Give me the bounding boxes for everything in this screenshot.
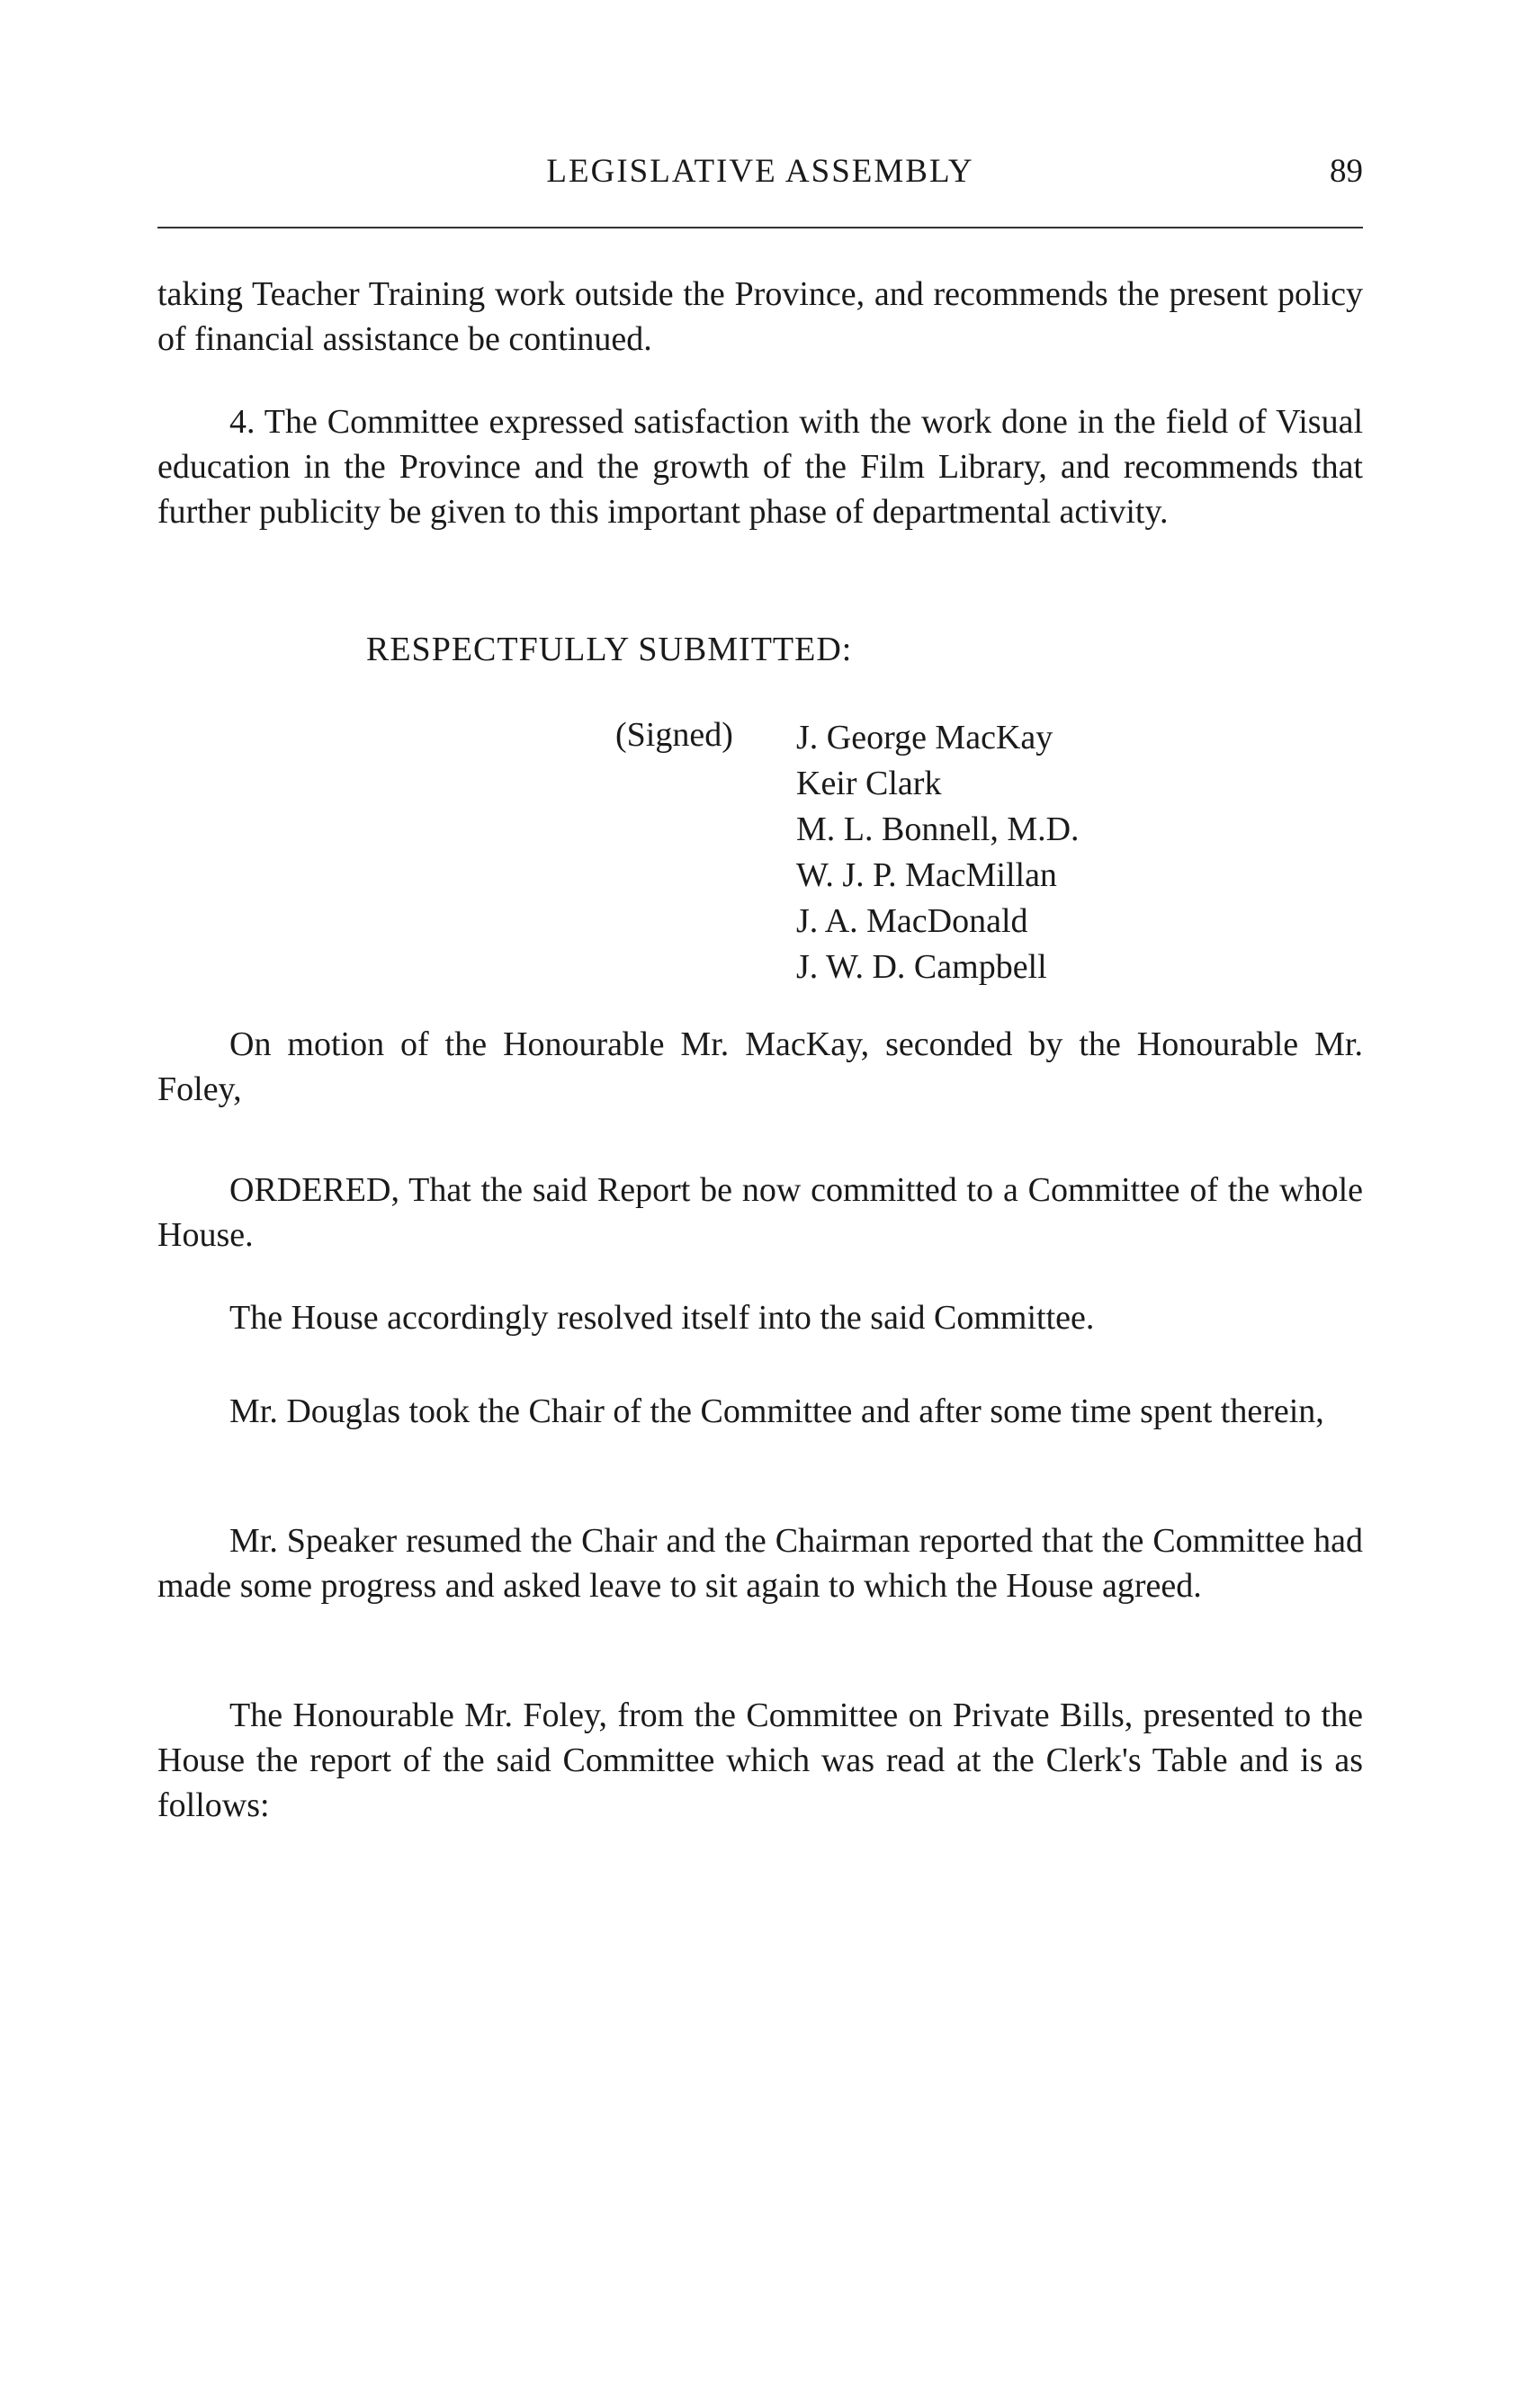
paragraph-motion	[157, 1022, 1363, 1112]
running-title: LEGISLATIVE ASSEMBLY	[546, 153, 974, 190]
signatory: J. A. MacDonald	[796, 902, 1028, 940]
paragraph-speaker-resumed-text: Mr. Speaker resumed the Chair and the Chairman reported that the Committee had made some progress and asked leave to sit again to which the House agreed.	[157, 1522, 1363, 1605]
paragraph-private-bills-report-text: The Honourable Mr. Foley, from the Committee on Private Bills, presented to the House the report of the said Committee which was read at the Clerk's Table and is as follows:	[157, 1696, 1363, 1824]
signatory: Keir Clark	[796, 765, 942, 802]
signatory: W. J. P. MacMillan	[796, 856, 1057, 894]
page-number: 89	[1330, 153, 1363, 190]
paragraph-douglas-chair	[157, 1389, 1363, 1434]
page-header	[157, 148, 1363, 202]
header-rule	[157, 227, 1363, 228]
paragraph-visual-education	[157, 399, 1363, 534]
paragraph-motion-text: On motion of the Honourable Mr. MacKay, seconded by the Honourable Mr. Foley,	[157, 1025, 1363, 1108]
paragraph-teacher-training: taking Teacher Training work outside the Province, and recommends the present policy of financial assistance be continued.	[157, 275, 1363, 358]
signatory: J. W. D. Campbell	[796, 948, 1047, 986]
paragraph-ordered	[157, 1168, 1363, 1258]
respectfully-submitted-heading: RESPECTFULLY SUBMITTED:	[366, 631, 853, 668]
signatory: M. L. Bonnell, M.D.	[796, 810, 1080, 848]
paragraph-house-resolved	[157, 1295, 1363, 1340]
signatory: J. George MacKay	[796, 719, 1053, 756]
paragraph-house-resolved-text: The House accordingly resolved itself into the said Committee.	[229, 1299, 1095, 1337]
signatory-list	[796, 715, 1080, 990]
paragraph-private-bills-report	[157, 1693, 1363, 1828]
paragraph-speaker-resumed	[157, 1518, 1363, 1608]
paragraph-douglas-chair-text: Mr. Douglas took the Chair of the Committee and after some time spent therein,	[229, 1392, 1324, 1430]
signed-label: (Signed)	[615, 716, 733, 754]
paragraph-ordered-text: ORDERED, That the said Report be now committed to a Committee of the whole House.	[157, 1171, 1363, 1254]
paragraph-visual-education-text: 4. The Committee expressed satisfaction with the work done in the field of Visual education in the Province and the growth of the Film Library, and recommends that further publicity be given to this important phase of departmental activity.	[157, 403, 1363, 531]
